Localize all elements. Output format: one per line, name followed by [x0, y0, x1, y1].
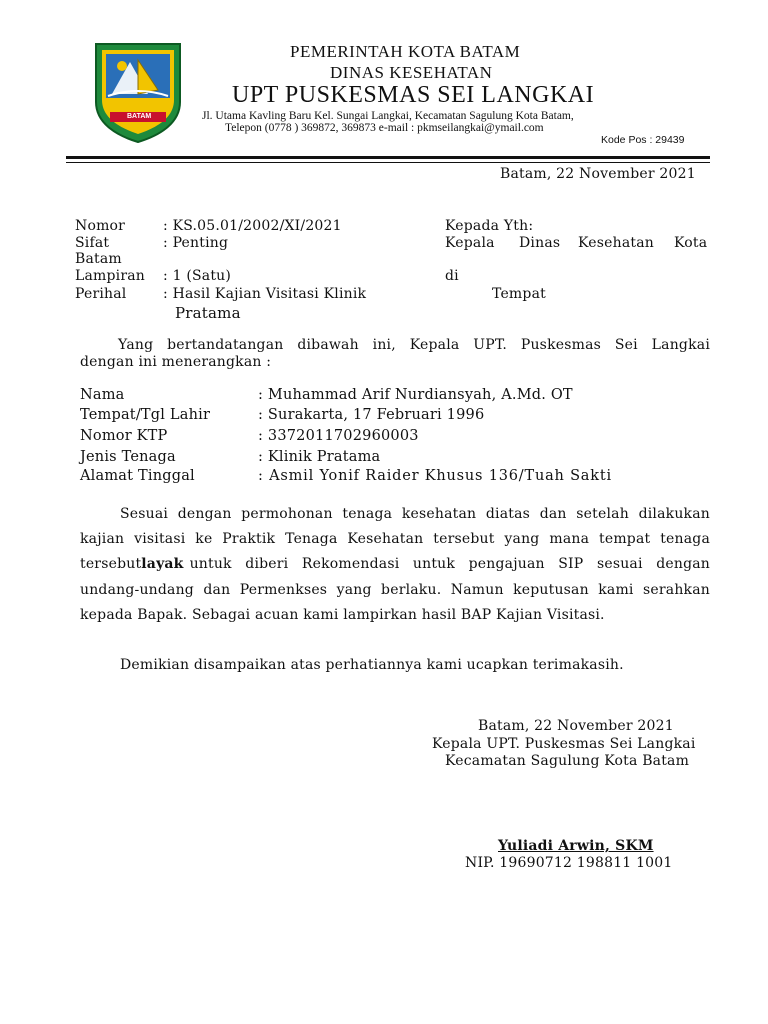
- recipient-tempat: Tempat: [492, 286, 546, 302]
- identity-value-nama: : Muhammad Arif Nurdiansyah, A.Md. OT: [258, 387, 573, 403]
- signature-date: Batam, 22 November 2021: [478, 718, 674, 734]
- intro-line-1-text: Yang bertandatangan dibawah ini, Kepala UPT. Puskesmas Sei Langkai: [118, 337, 710, 353]
- header-address: Jl. Utama Kavling Baru Kel. Sungai Langkai, Kecamatan Sagulung Kota Batam,: [202, 110, 574, 122]
- identity-label-jenis: Jenis Tenaga: [80, 449, 176, 465]
- recipient-salutation: Kepada Yth:: [445, 218, 534, 234]
- body-line-2-text: kajian visitasi ke Praktik Tenaga Kesehatan tersebut yang mana tempat tenaga: [80, 531, 710, 547]
- perihal-continued: Pratama: [175, 304, 241, 322]
- signature-title-2: Kecamatan Sagulung Kota Batam: [445, 753, 690, 769]
- body-line-1-text: Sesuai dengan permohonan tenaga kesehatan diatas dan setelah dilakukan: [120, 506, 710, 522]
- header-contact: Telepon (0778 ) 369872, 369873 e-mail : pkmseilangkai@ymail.com: [225, 122, 544, 134]
- header-divider-thick: [66, 156, 710, 159]
- body-line-4-text: undang-undang dan Permenkses yang berlaku. Namun keputusan kami serahkan: [80, 582, 710, 598]
- signature-title-1: Kepala UPT. Puskesmas Sei Langkai: [432, 736, 696, 752]
- identity-value-jenis: : Klinik Pratama: [258, 449, 381, 465]
- lampiran-value: : 1 (Satu): [163, 268, 232, 284]
- body-line-2: [80, 531, 710, 547]
- logo-text: BATAM: [127, 113, 152, 120]
- identity-label-ktp: Nomor KTP: [80, 428, 168, 444]
- recipient-word-2: Dinas: [519, 235, 561, 251]
- identity-value-alamat: : Asmil Yonif Raider Khusus 136/Tuah Sakti: [258, 468, 612, 484]
- city-logo: [92, 40, 184, 144]
- perihal-value: : Hasil Kajian Visitasi Klinik: [163, 286, 367, 302]
- header-department: DINAS KESEHATAN: [330, 63, 493, 82]
- identity-label-alamat: Alamat Tinggal: [80, 468, 195, 484]
- identity-value-birth: : Surakarta, 17 Februari 1996: [258, 407, 485, 423]
- signatory-nip: NIP. 19690712 198811 1001: [465, 855, 673, 871]
- sifat-label: Sifat: [75, 235, 110, 251]
- identity-label-birth: Tempat/Tgl Lahir: [80, 407, 211, 423]
- perihal-label: Perihal: [75, 286, 127, 302]
- body-line-3a: tersebut: [80, 556, 142, 572]
- signatory-name: Yuliadi Arwin, SKM: [498, 838, 654, 854]
- body-line-1: [120, 506, 710, 522]
- sifat-wrap-text: Batam: [75, 251, 122, 267]
- intro-line-1: [118, 337, 710, 353]
- body-line-3c: untuk diberi Rekomendasi untuk pengajuan SIP sesuai dengan: [189, 556, 710, 572]
- recipient-di: di: [445, 268, 459, 284]
- sifat-value: : Penting: [163, 235, 229, 251]
- recipient-word-4: Kota: [674, 235, 708, 251]
- nomor-value: : KS.05.01/2002/XI/2021: [163, 218, 342, 234]
- header-postal-code: Kode Pos : 29439: [601, 134, 685, 146]
- header-institution: UPT PUSKESMAS SEI LANGKAI: [232, 82, 595, 108]
- identity-label-nama: Nama: [80, 387, 125, 403]
- letter-date: Batam, 22 November 2021: [500, 166, 696, 182]
- identity-value-ktp: : 3372011702960003: [258, 428, 419, 444]
- nomor-label: Nomor: [75, 218, 126, 234]
- recipient-word-3: Kesehatan: [578, 235, 654, 251]
- intro-line-2: dengan ini menerangkan :: [80, 354, 272, 370]
- recipient-word-1: Kepala: [445, 235, 495, 251]
- body-line-5: kepada Bapak. Sebagai acuan kami lampirkan hasil BAP Kajian Visitasi.: [80, 607, 605, 623]
- body-line-3-emphasis: layak: [141, 556, 184, 572]
- header-government: PEMERINTAH KOTA BATAM: [290, 42, 521, 61]
- body-line-4: [80, 582, 710, 598]
- body-line-3: [80, 556, 710, 572]
- header-divider-thin: [66, 162, 710, 163]
- closing-statement: Demikian disampaikan atas perhatiannya kami ucapkan terimakasih.: [120, 657, 624, 673]
- lampiran-label: Lampiran: [75, 268, 146, 284]
